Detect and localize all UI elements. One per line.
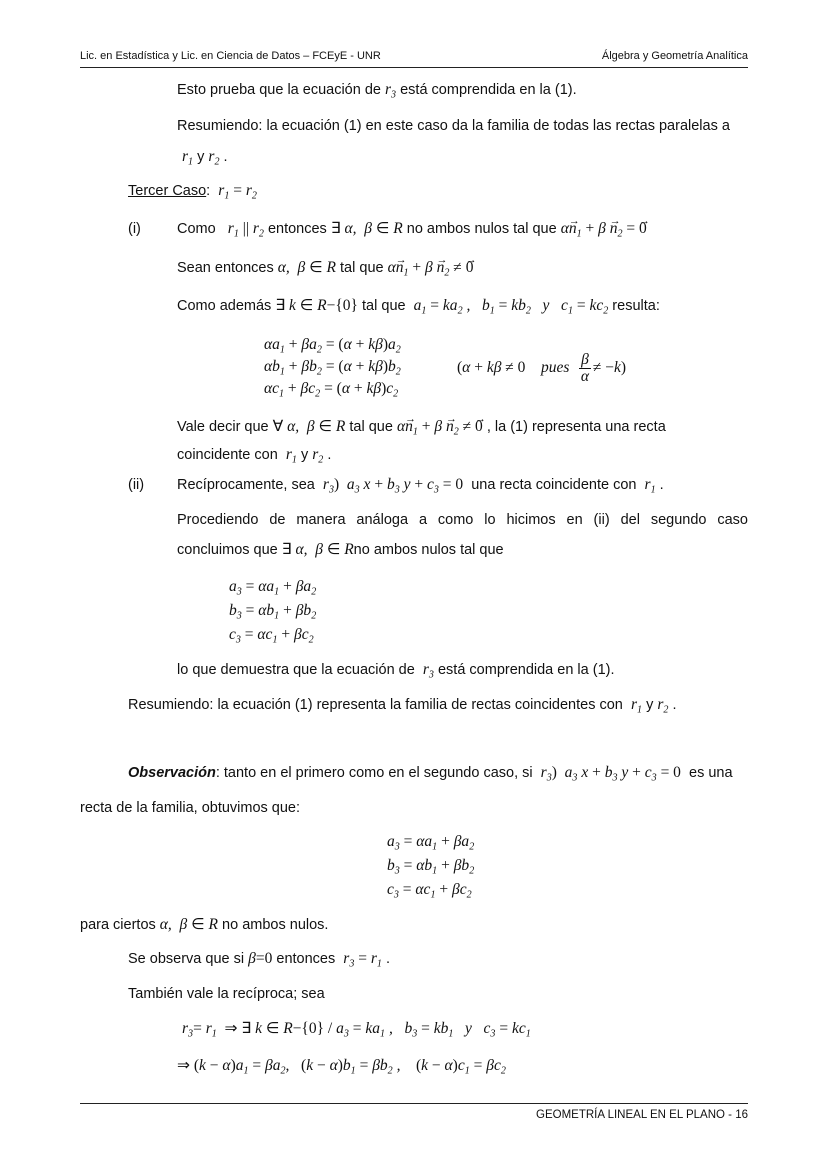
lo-que-line: lo que demuestra que la ecuación de $r_3$ está comprendida en la (1). — [177, 661, 615, 681]
section-heading: Tercer Caso: $r_1 = r_2$ — [128, 182, 257, 202]
equation-system-3: $a_3 = \alpha a_1 + \beta a_2$ $b_3 = \alpha b_1 + \beta b_2$ $c_3 = \alpha c_1 + \beta c_2$ — [387, 833, 475, 901]
item-ii-label: (ii) — [128, 477, 145, 493]
como-ademas-line: Como además ∃ k ∈ R−{0} tal que $a_1 = ka_2$ , $b_1 = kb_2$ y $c_1 = kc_2$ resulta: — [177, 297, 660, 317]
paragraph-1: Esto prueba que la ecuación de $r_3$ está comprendida en la (1). — [177, 81, 577, 101]
reciprocal-eq-1: $r_3= r_1$ ⇒ ∃ k ∈ $R-\{0\} / a_3 = ka_1$ , $b_3 = kb_1$ y $c_3 = kc_1$ — [182, 1020, 531, 1040]
resumiendo-2-line: Resumiendo: la ecuación (1) representa la familia de rectas coincidentes con $r_1$ y $r_2$ . — [128, 696, 677, 716]
footer-rule — [80, 1103, 748, 1104]
procediendo-line: Procediendo de manera análoga a como lo hicimos en (ii) del segundo caso — [177, 512, 748, 528]
item-i-label: (i) — [128, 221, 141, 237]
header-right: Álgebra y Geometría Analítica — [601, 50, 748, 62]
paragraph-2: Resumiendo: la ecuación (1) en este caso da la familia de todas las rectas paralelas a — [177, 118, 730, 134]
observacion-line: Observación: tanto en el primero como en el segundo caso, si $r_3$) $a_3$ $x + b_3$ $y + c_3 = 0$ es una — [128, 764, 733, 784]
vale-decir-line: Vale decir que ∀ α, β ∈ R tal que $\alpha\to n_1 + \beta \to n_2$ ≠ → 0 , la (1) representa una recta — [177, 417, 666, 437]
coincidente-line: coincidente con $r_1$ y $r_2$ . — [177, 446, 332, 466]
para-ciertos-line: para ciertos α, β ∈ R no ambos nulos. — [80, 916, 329, 933]
item-i-text: Como $r_1$ || $r_2$ entonces ∃ α, β ∈ R no ambos nulos tal que $\alpha\to n_1 + \beta \to n_2$ = → 0 — [177, 219, 647, 239]
equation-system-2: $a_3 = \alpha a_1 + \beta a_2$ $b_3 = \alpha b_1 + \beta b_2$ $c_3 = \alpha c_1 + \beta c_2$ — [229, 578, 317, 646]
paragraph-2-end: $r_1$ y $r_2$ . — [182, 148, 228, 168]
tambien-line: También vale la recíproca; sea — [128, 986, 325, 1002]
item-ii-text: Recíprocamente, sea $r_3$) $a_3$ $x + b_3$ $y + c_3 = 0$ una recta coincidente con $r_1$ . — [177, 476, 664, 496]
se-observa-line: Se observa que si β=0 entonces $r_3 = r_1$ . — [128, 950, 391, 970]
header-left: Lic. en Estadística y Lic. en Ciencia de Datos – FCEyE - UNR — [80, 50, 381, 62]
reciprocal-eq-2: ⇒ $(k - \alpha)a_1 = \beta a_2$, $(k - \alpha)b_1 = \beta b_2$ , $(k - \alpha)c_1 = \beta c_2$ — [177, 1057, 506, 1077]
observacion-line-2: recta de la familia, obtuvimos que: — [80, 800, 301, 816]
condition-note: (α + kβ ≠ 0 pues $\frac{\beta}{\alpha}$ ≠ −k) — [457, 351, 627, 385]
header-rule — [80, 67, 748, 68]
sean-line: Sean entonces α, β ∈ R tal que $\alpha\to n_1 + \beta \to n_2$ ≠ → 0 — [177, 258, 473, 278]
concluimos-line: concluimos que ∃ α, β ∈ Rno ambos nulos tal que — [177, 541, 504, 558]
equation-system-1: $\alpha a_1 + \beta a_2 = (\alpha + k\beta)a_2$ $\alpha b_1 + \beta b_2 = (\alpha + k\beta)b_2$ $\alpha c_1 + \beta c_2 = (\alpha + k\beta)c_2$ — [264, 336, 401, 400]
footer-text: GEOMETRÍA LINEAL EN EL PLANO - 16 — [536, 1109, 748, 1121]
